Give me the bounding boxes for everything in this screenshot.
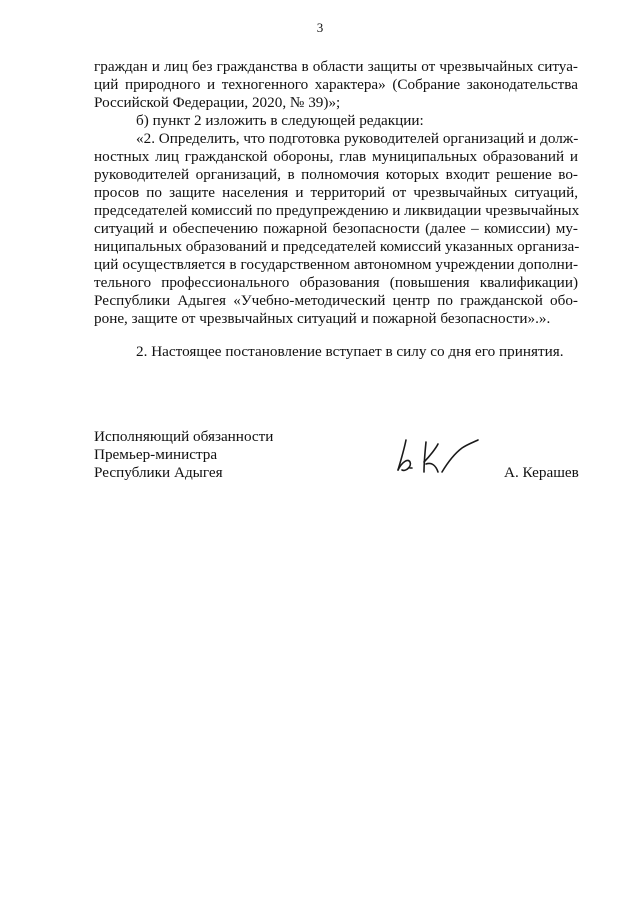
- body-line-15: роне, защите от чрезвычайных ситуаций и пожарной безопасности».».: [94, 310, 551, 327]
- signer-position: [94, 428, 273, 482]
- body-line-6: ностных лиц гражданской обороны, глав муниципальных образований и: [94, 148, 578, 165]
- body-line-8: просов по защите населения и территорий от чрезвычайных ситуаций,: [94, 184, 578, 201]
- body-line-9: председателей комиссий по предупреждению и ликвидации чрезвычайных: [94, 202, 580, 219]
- body-line-4: б) пункт 2 изложить в следующей редакции:: [136, 112, 424, 129]
- body-line-2: ций природного и техногенного характера» (Собрание законодательства: [94, 76, 578, 93]
- body-line-13: тельного профессионального образования (повышения квалификации): [94, 274, 578, 291]
- body-line-7: руководителей организаций, в полномочия которых входит решение во-: [94, 166, 578, 183]
- item-2-paragraph: 2. Настоящее постановление вступает в силу со дня его принятия.: [136, 343, 564, 360]
- signer-position-line-3: Республики Адыгея: [94, 464, 223, 481]
- body-line-11: ниципальных образований и председателей комиссий указанных организа-: [94, 238, 580, 255]
- body-line-1: граждан и лиц без гражданства в области защиты от чрезвычайных ситуа-: [94, 58, 578, 75]
- signer-position-line-2: Премьер-министра: [94, 446, 218, 463]
- signer-name: А. Керашев: [504, 464, 579, 481]
- signer-position-line-1: Исполняющий обязанности: [94, 428, 274, 445]
- body-line-10: ситуаций и обеспечению пожарной безопасности (далее – комиссии) му-: [94, 220, 578, 237]
- body-line-14: Республики Адыгея «Учебно-методический центр по гражданской обо-: [94, 292, 578, 309]
- body-line-3: Российской Федерации, 2020, № 39)»;: [94, 94, 341, 111]
- handwritten-signature: [392, 432, 484, 480]
- body-line-5: «2. Определить, что подготовка руководителей организаций и долж-: [136, 130, 579, 147]
- page-number: 3: [316, 20, 324, 35]
- body-text: [94, 58, 578, 328]
- body-line-12: ций осуществляется в государственном автономном учреждении дополни-: [94, 256, 578, 273]
